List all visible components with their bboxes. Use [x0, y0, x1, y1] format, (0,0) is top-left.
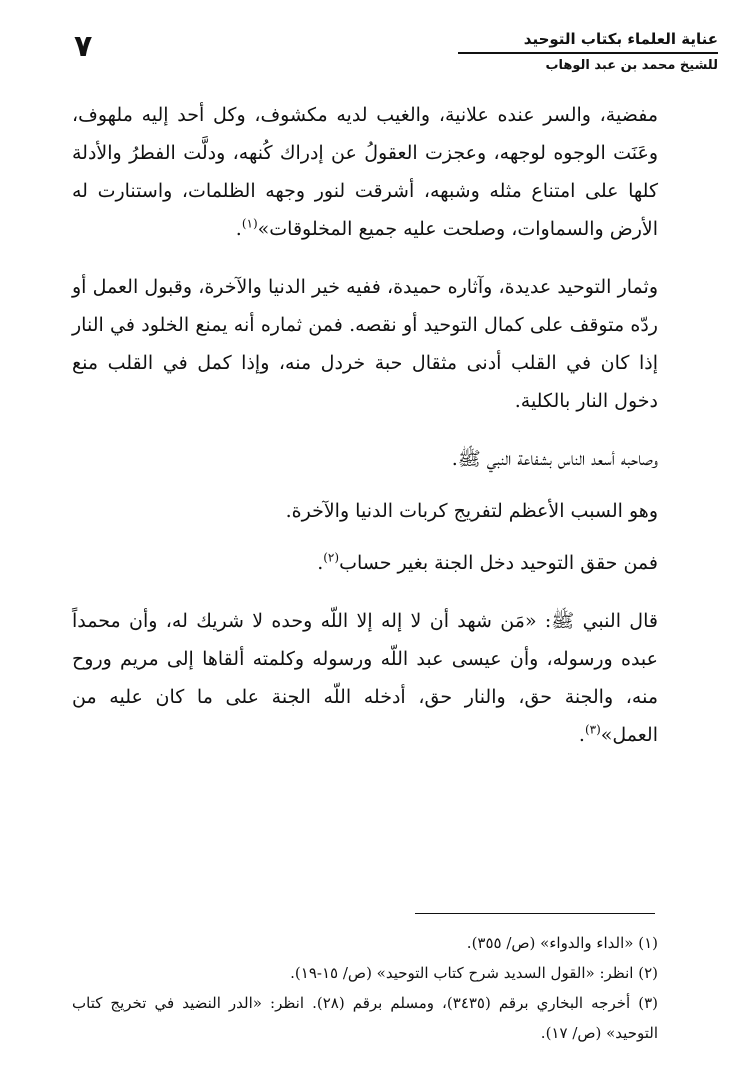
main-text	[72, 96, 658, 774]
footnote-separator	[415, 913, 655, 914]
paragraph-text: وهو السبب الأعظم لتفريج كربات الدنيا والآخرة.	[285, 500, 658, 522]
paragraph-end: .	[235, 218, 242, 240]
page-number: ٧	[74, 29, 93, 64]
paragraph-text: مفضية، والسر عنده علانية، والغيب لديه مكشوف، وكل أحد إليه ملهوف، وعَنَت الوجوه لوجهه، وعجزت العقولُ عن إدراك كُنهه، ودلَّت الفطرُ والأدلة كلها على امتناع مثله وشبهه، أشرقت لنور وجهه الظلمات، واستنارت له الأرض والسماوات، وصلحت عليه جميع المخلوقات»	[72, 104, 658, 240]
header-titles	[458, 28, 718, 75]
footnote-ref: (٣)	[584, 722, 601, 737]
paragraph-text: قال النبي ﷺ: «مَن شهد أن لا إله إلا اللّه وحده لا شريك له، وأن محمداً عبده ورسوله، وأن عيسى عبد اللّه ورسوله وكلمته ألقاها إلى مريم وروح منه، والجنة حق، والنار حق، أدخله اللّه الجنة على ما كان عليه من العمل»	[72, 610, 658, 746]
footnote-ref: (١)	[241, 216, 258, 231]
paragraph-2	[72, 268, 658, 420]
footnote-3: (٣) أخرجه البخاري برقم (٣٤٣٥)، ومسلم برقم (٢٨). انظر: «الدر النضيد في تخريج كتاب التوحيد» (ص/ ١٧).	[72, 994, 659, 1042]
paragraph-6	[72, 602, 658, 754]
paragraph-4	[72, 492, 658, 530]
paragraph-1	[72, 96, 658, 248]
paragraph-end: .	[578, 724, 585, 746]
paragraph-end: .	[317, 552, 324, 574]
paragraph-text: فمن حقق التوحيد دخل الجنة بغير حساب	[339, 552, 658, 574]
footnotes	[72, 928, 658, 1048]
footnote-2: (٢) انظر: «القول السديد شرح كتاب التوحيد» (ص/ ١٥-١٩).	[290, 964, 658, 982]
running-header	[70, 22, 718, 86]
footnote-ref: (٢)	[323, 550, 340, 565]
footnote-1: (١) «الداء والدواء» (ص/ ٣٥٥).	[466, 934, 658, 952]
book-subtitle: للشيخ محمد بن عبد الوهاب	[545, 58, 718, 73]
header-rule	[458, 52, 718, 54]
book-title: عناية العلماء بكتاب التوحيد	[523, 30, 718, 48]
paragraph-3	[72, 440, 658, 478]
paragraph-text: وصاحبه أسعد الناس بشفاعة النبي ﷺ.	[451, 448, 658, 470]
paragraph-5	[72, 544, 658, 582]
paragraph-text: وثمار التوحيد عديدة، وآثاره حميدة، ففيه خير الدنيا والآخرة، وقبول العمل أو ردّه متوقف على كمال التوحيد أو نقصه. فمن ثماره أنه يمنع الخلود في النار إذا كان في القلب أدنى مثقال حبة خردل منه، وإذا كمل في القلب منع دخول النار بالكلية.	[72, 276, 658, 412]
